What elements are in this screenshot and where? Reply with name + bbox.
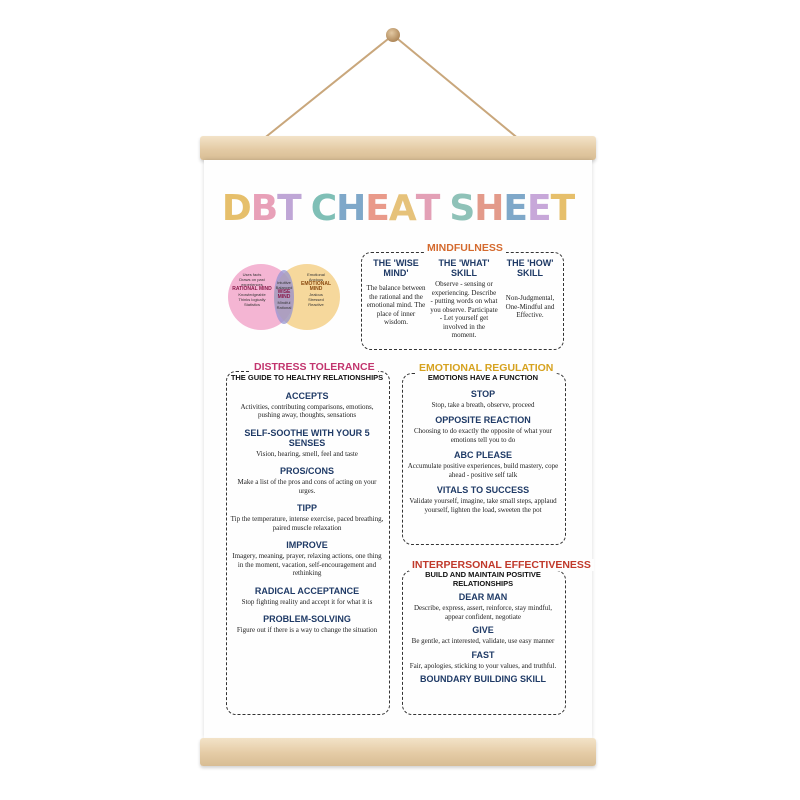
emotional-regulation-heading: EMOTIONAL REGULATION	[416, 362, 556, 374]
mindfulness-col-wise-mind	[365, 258, 427, 327]
venn-wise-label: WISE MIND	[277, 289, 291, 300]
hanging-nail	[386, 28, 400, 42]
section-subtitle: BUILD AND MAINTAIN POSITIVE RELATIONSHIPS	[425, 570, 541, 588]
col-title: THE 'WISE MIND'	[373, 258, 419, 278]
title-letter: T	[550, 188, 575, 229]
venn-rational-words	[230, 272, 274, 307]
skill-title: PROS/CONS	[279, 466, 334, 476]
skill-title: TIPP	[296, 503, 317, 513]
section-subtitle: EMOTIONS HAVE A FUNCTION	[427, 373, 539, 382]
skill-description: Choosing to do exactly the opposite of what your emotions tell you to do	[413, 427, 553, 444]
venn-word: Uses facts	[242, 272, 262, 277]
skill-description: Figure out if there is a way to change the situation	[236, 626, 378, 634]
skill-title: STOP	[470, 388, 496, 399]
venn-word: Anxious	[308, 277, 324, 282]
venn-word: Jealous	[309, 292, 323, 297]
venn-emotional-words	[295, 272, 337, 307]
title-letter: E	[503, 188, 527, 229]
wooden-hanger-bottom	[200, 738, 596, 766]
skill-title: FAST	[471, 649, 495, 660]
venn-word: Knowledgeable	[238, 292, 266, 297]
col-text: The balance between the rational and the emotional mind. The place of inner wisdom.	[366, 284, 426, 326]
title-letter: S	[449, 188, 475, 229]
venn-word: Draws on past experiences	[239, 277, 265, 287]
skill-title: PROBLEM-SOLVING	[263, 614, 351, 624]
skill-description: Describe, express, assert, reinforce, stay mindful, appear confident, negotiate	[413, 604, 552, 621]
col-title: THE 'WHAT' SKILL	[438, 258, 490, 278]
skill-item	[406, 625, 560, 646]
title-letter: H	[336, 188, 366, 229]
venn-word: Rational	[276, 305, 292, 310]
poster-sheet	[204, 160, 592, 738]
col-text: Observe - sensing or experiencing. Describe - putting words on what you observe. Participate - Let yourself get involved in the moment.	[430, 280, 498, 339]
venn-word: Emotional	[307, 272, 325, 277]
col-title: THE 'HOW' SKILL	[506, 258, 554, 278]
skill-item	[406, 650, 560, 671]
title-letter: B	[250, 188, 278, 229]
mindfulness-col-how-skill	[501, 258, 559, 320]
mindfulness-heading: MINDFULNESS	[424, 242, 506, 254]
skill-title: IMPROVE	[286, 540, 328, 550]
skill-description: Be gentle, act interested, validate, use easy manner	[411, 637, 555, 645]
skill-item	[230, 391, 384, 420]
wooden-hanger-top	[200, 136, 596, 160]
skill-description: Stop, take a breath, observe, proceed	[431, 400, 535, 409]
skill-item	[230, 466, 384, 495]
title-letter: D	[221, 188, 251, 229]
venn-word: Thinks logically	[238, 297, 266, 302]
title-letter: H	[474, 188, 504, 229]
hanging-string	[0, 0, 800, 150]
skill-description: Fair, apologies, sticking to your values, and truthful.	[409, 661, 557, 670]
interpersonal-effectiveness-heading: INTERPERSONAL EFFECTIVENESS	[409, 559, 594, 571]
skill-description: Stop fighting reality and accept it for what it is	[241, 597, 373, 606]
venn-emotional-label: EMOTIONAL MIND	[301, 281, 331, 292]
title-letter: C	[310, 188, 337, 229]
skill-title: OPPOSITE REACTION	[435, 415, 531, 425]
poster-title	[204, 188, 592, 229]
interpersonal-effectiveness-list	[406, 571, 560, 686]
skill-description: Imagery, meaning, prayer, relaxing actions, one thing in the moment, vacation, self-encouragement and rethinking	[232, 552, 382, 577]
skill-title: ACCEPTS	[285, 390, 329, 401]
skill-title: RADICAL ACCEPTANCE	[254, 585, 360, 596]
skill-description: Validate yourself, imagine, take small steps, applaud yourself, lighten the load, sweeten the pot	[409, 497, 557, 514]
skill-title: VITALS TO SUCCESS	[436, 485, 530, 495]
skill-item	[406, 485, 560, 514]
venn-word: Mindful	[277, 300, 291, 305]
title-letter: T	[277, 188, 301, 229]
title-letter: E	[365, 188, 389, 229]
col-text: Non-Judgmental, One-Mindful and Effective.	[505, 294, 555, 319]
skill-item	[230, 586, 384, 607]
title-letter: E	[527, 188, 551, 229]
venn-word: Balanced	[275, 285, 293, 290]
venn-word: Reactive	[308, 302, 324, 307]
skill-description: Accumulate positive experiences, build mastery, cope ahead - positive self talk	[407, 462, 559, 479]
venn-word: Statistics	[243, 302, 260, 307]
skill-item	[406, 674, 560, 684]
skill-title: BOUNDARY BUILDING SKILL	[420, 674, 546, 684]
skill-title: SELF-SOOTHE WITH YOUR 5 SENSES	[244, 427, 370, 448]
skill-item	[230, 614, 384, 635]
skill-item	[230, 503, 384, 532]
title-letter: A	[388, 188, 416, 229]
emotional-regulation-list	[406, 374, 560, 514]
distress-tolerance-list	[230, 374, 384, 635]
venn-wise-words	[275, 280, 293, 310]
skill-item	[230, 428, 384, 459]
title-letter: T	[415, 188, 440, 229]
section-subtitle: THE GUIDE TO HEALTHY RELATIONSHIPS	[230, 373, 384, 382]
skill-description: Tip the temperature, intense exercise, paced breathing, paired muscle relaxation	[230, 515, 384, 532]
skill-description: Vision, hearing, smell, feel and taste	[256, 449, 358, 458]
venn-word: Intuitive	[277, 280, 291, 285]
skill-title: ABC PLEASE	[453, 450, 512, 460]
mindfulness-col-what-skill	[430, 258, 498, 340]
venn-rational-label: RATIONAL MIND	[232, 286, 272, 292]
venn-word: Stressed	[308, 297, 324, 302]
skill-item	[406, 592, 560, 621]
skill-description: Make a list of the pros and cons of acting on your urges.	[237, 478, 377, 495]
skill-item	[406, 415, 560, 444]
skill-description: Activities, contributing comparisons, emotions, pushing away, thoughts, sensations	[240, 402, 374, 419]
skill-item	[406, 389, 560, 410]
skill-title: DEAR MAN	[458, 592, 508, 602]
distress-tolerance-heading: DISTRESS TOLERANCE	[251, 361, 378, 373]
skill-item	[406, 450, 560, 479]
skill-item	[230, 540, 384, 578]
skill-title: GIVE	[472, 625, 494, 635]
